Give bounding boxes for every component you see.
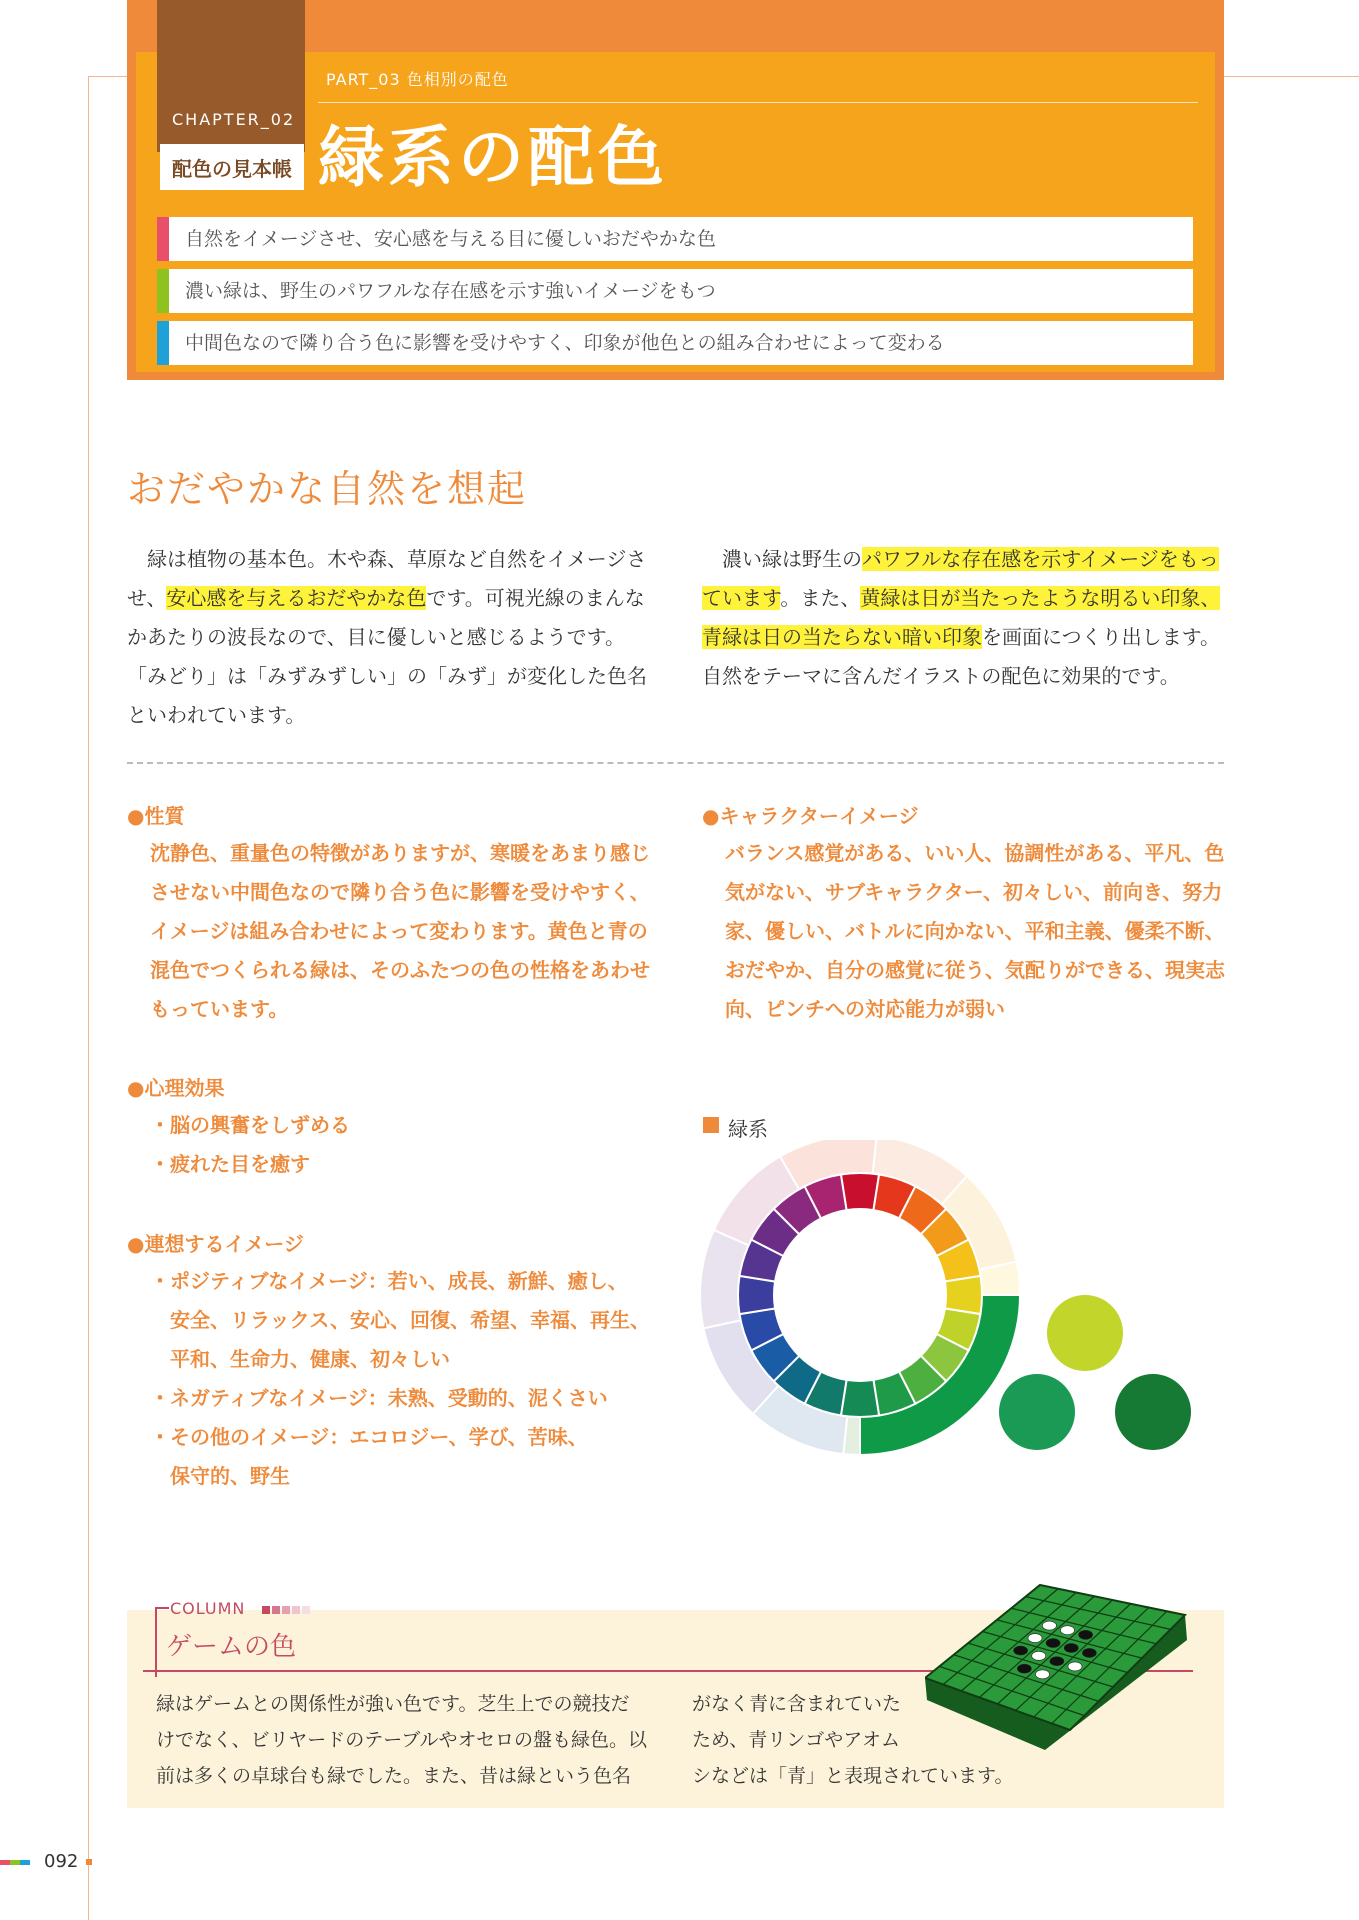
summary-bar-1 bbox=[157, 217, 1193, 261]
swatch-green bbox=[999, 1374, 1075, 1450]
swatch-dark-green bbox=[1115, 1374, 1191, 1450]
section-divider bbox=[127, 762, 1224, 764]
intro-left-highlight: 安心感を与えるおだやかな色 bbox=[166, 586, 427, 610]
chapter-box: 配色の見本帳 bbox=[160, 144, 304, 190]
othello-stone bbox=[1042, 1621, 1056, 1630]
summary-text: 自然をイメージさせ、安心感を与える目に優しいおだやかな色 bbox=[185, 228, 716, 250]
othello-stone bbox=[1036, 1670, 1050, 1679]
summary-text: 濃い緑は、野生のパワフルな存在感を示す強いイメージをもつ bbox=[185, 280, 716, 302]
othello-stone bbox=[1017, 1664, 1031, 1673]
psych-item: ・脳の興奮をしずめる bbox=[150, 1113, 350, 1137]
summary-bar-marker bbox=[157, 321, 169, 365]
column-text-line: ため、青リンゴやアオム bbox=[692, 1729, 901, 1751]
character-text: バランス感覚がある、いい人、協調性がある、平凡、色気がない、サブキャラクター、初々しい、前向き、努力家、優しい、バトルに向かない、平和主義、優柔不断、おだやか、自分の感覚に従う、気配りができる、現実志向、ピンチへの対応能力が弱い bbox=[725, 841, 1225, 1021]
legend-square bbox=[703, 1117, 719, 1133]
column-rule-vertical bbox=[155, 1607, 157, 1677]
assoc-line: 安全、リラックス、安心、回復、希望、幸福、再生、 bbox=[150, 1308, 650, 1332]
page-marker-blue bbox=[20, 1860, 30, 1865]
intro-left-text: です。可視光線のまんなかあたりの波長なので、目に優しいと感じるようです。「みどり」は「みずみずしい」の「みず」が変化した色名といわれています。 bbox=[127, 586, 647, 727]
summary-bar-marker bbox=[157, 217, 169, 261]
othello-stone bbox=[1064, 1643, 1078, 1652]
assoc-heading: ●連想するイメージ bbox=[127, 1232, 304, 1256]
othello-stone bbox=[1061, 1626, 1075, 1635]
traits-text: 沈静色、重量色の特徴がありますが、寒暖をあまり感じさせない中間色なので隣り合う色に影響を受けやすく、イメージは組み合わせによって変わります。黄色と青の混色でつくられる緑は、そのふたつの色の性格をあわせもっています。 bbox=[150, 841, 650, 1021]
page-marker-red bbox=[0, 1860, 10, 1865]
margin-guide-left bbox=[88, 76, 128, 77]
color-wheel-figure bbox=[700, 1140, 1240, 1480]
intro-right bbox=[702, 540, 1227, 696]
column-rule-short bbox=[155, 1607, 169, 1609]
part-label: PART_03 色相別の配色 bbox=[326, 70, 509, 89]
othello-stone bbox=[1079, 1630, 1093, 1639]
column-text-line: けでなく、ビリヤードのテーブルやオセロの盤も緑色。以 bbox=[156, 1729, 647, 1751]
othello-stone bbox=[1082, 1648, 1096, 1657]
page-number: 092 bbox=[44, 1851, 79, 1872]
intro-right-highlight: 黄緑は日が当たったような明るい印象、青緑は日の当たらない暗い印象 bbox=[702, 586, 1221, 649]
intro-left-text: 緑は植物の基本色。木や森、草原など自然をイメージさせ、 bbox=[127, 547, 647, 610]
traits-heading: ●性質 bbox=[127, 804, 185, 828]
column-text-line: 前は多くの卓球台も緑でした。また、昔は緑という色名 bbox=[156, 1765, 632, 1787]
column-text-line: シなどは「青」と表現されています。 bbox=[692, 1765, 1014, 1787]
section-heading: おだやかな自然を想起 bbox=[127, 467, 528, 511]
intro-right-text: 。また、 bbox=[780, 586, 861, 610]
column-label: COLUMN bbox=[170, 1599, 246, 1618]
chapter-tab bbox=[157, 0, 305, 152]
swatch-yellow-green bbox=[1047, 1295, 1123, 1371]
margin-guide-vertical bbox=[88, 76, 89, 1920]
summary-bar-2 bbox=[157, 269, 1193, 313]
intro-right-text: 濃い緑は野生の bbox=[702, 547, 862, 571]
page-marker-orange bbox=[86, 1859, 92, 1865]
part-divider bbox=[318, 102, 1198, 103]
othello-stone bbox=[1028, 1634, 1042, 1643]
assoc-line: 平和、生命力、健康、初々しい bbox=[150, 1347, 450, 1371]
psych-heading: ●心理効果 bbox=[127, 1076, 225, 1100]
psych-item: ・疲れた目を癒す bbox=[150, 1152, 310, 1176]
character-heading: ●キャラクターイメージ bbox=[702, 804, 919, 828]
othello-board-illustration bbox=[925, 1580, 1195, 1755]
summary-bar-3 bbox=[157, 321, 1193, 365]
othello-stone bbox=[1014, 1646, 1028, 1655]
column-deco-square bbox=[282, 1606, 290, 1614]
legend-label: 緑系 bbox=[728, 1117, 768, 1141]
column-deco-square bbox=[302, 1606, 310, 1614]
wheel-color-ring bbox=[738, 1173, 982, 1417]
intro-right-text: を画面につくり出します。自然をテーマに含んだイラストの配色に効果的です。 bbox=[702, 625, 1220, 688]
page-marker-green bbox=[10, 1860, 20, 1865]
othello-stone bbox=[1032, 1651, 1046, 1660]
assoc-line: ・その他のイメージ：エコロジー、学び、苦味、 bbox=[150, 1425, 588, 1449]
othello-stone bbox=[1046, 1639, 1060, 1648]
othello-stone bbox=[1050, 1657, 1064, 1666]
othello-stone bbox=[1068, 1662, 1082, 1671]
column-text-line: がなく青に含まれていた bbox=[692, 1693, 902, 1715]
assoc-line: 保守的、野生 bbox=[150, 1464, 290, 1488]
intro-left bbox=[127, 540, 652, 735]
intro-right-highlight: パワフルな存在感を示すイメージをもっています bbox=[702, 547, 1219, 610]
column-text-line: 緑はゲームとの関係性が強い色です。芝生上での競技だ bbox=[156, 1693, 630, 1715]
column-deco-square bbox=[262, 1606, 270, 1614]
column-deco-square bbox=[292, 1606, 300, 1614]
margin-guide-right bbox=[1224, 76, 1359, 77]
assoc-line: ・ポジティブなイメージ：若い、成長、新鮮、癒し、 bbox=[150, 1269, 628, 1293]
chapter-label: CHAPTER_02 bbox=[172, 110, 296, 129]
column-title: ゲームの色 bbox=[166, 1632, 297, 1662]
assoc-line: ・ネガティブなイメージ：未熟、受動的、泥くさい bbox=[150, 1386, 608, 1410]
summary-text: 中間色なので隣り合う色に影響を受けやすく、印象が他色との組み合わせによって変わる bbox=[185, 332, 945, 354]
column-deco-square bbox=[272, 1606, 280, 1614]
summary-bar-marker bbox=[157, 269, 169, 313]
page-title: 緑系の配色 bbox=[318, 119, 668, 196]
